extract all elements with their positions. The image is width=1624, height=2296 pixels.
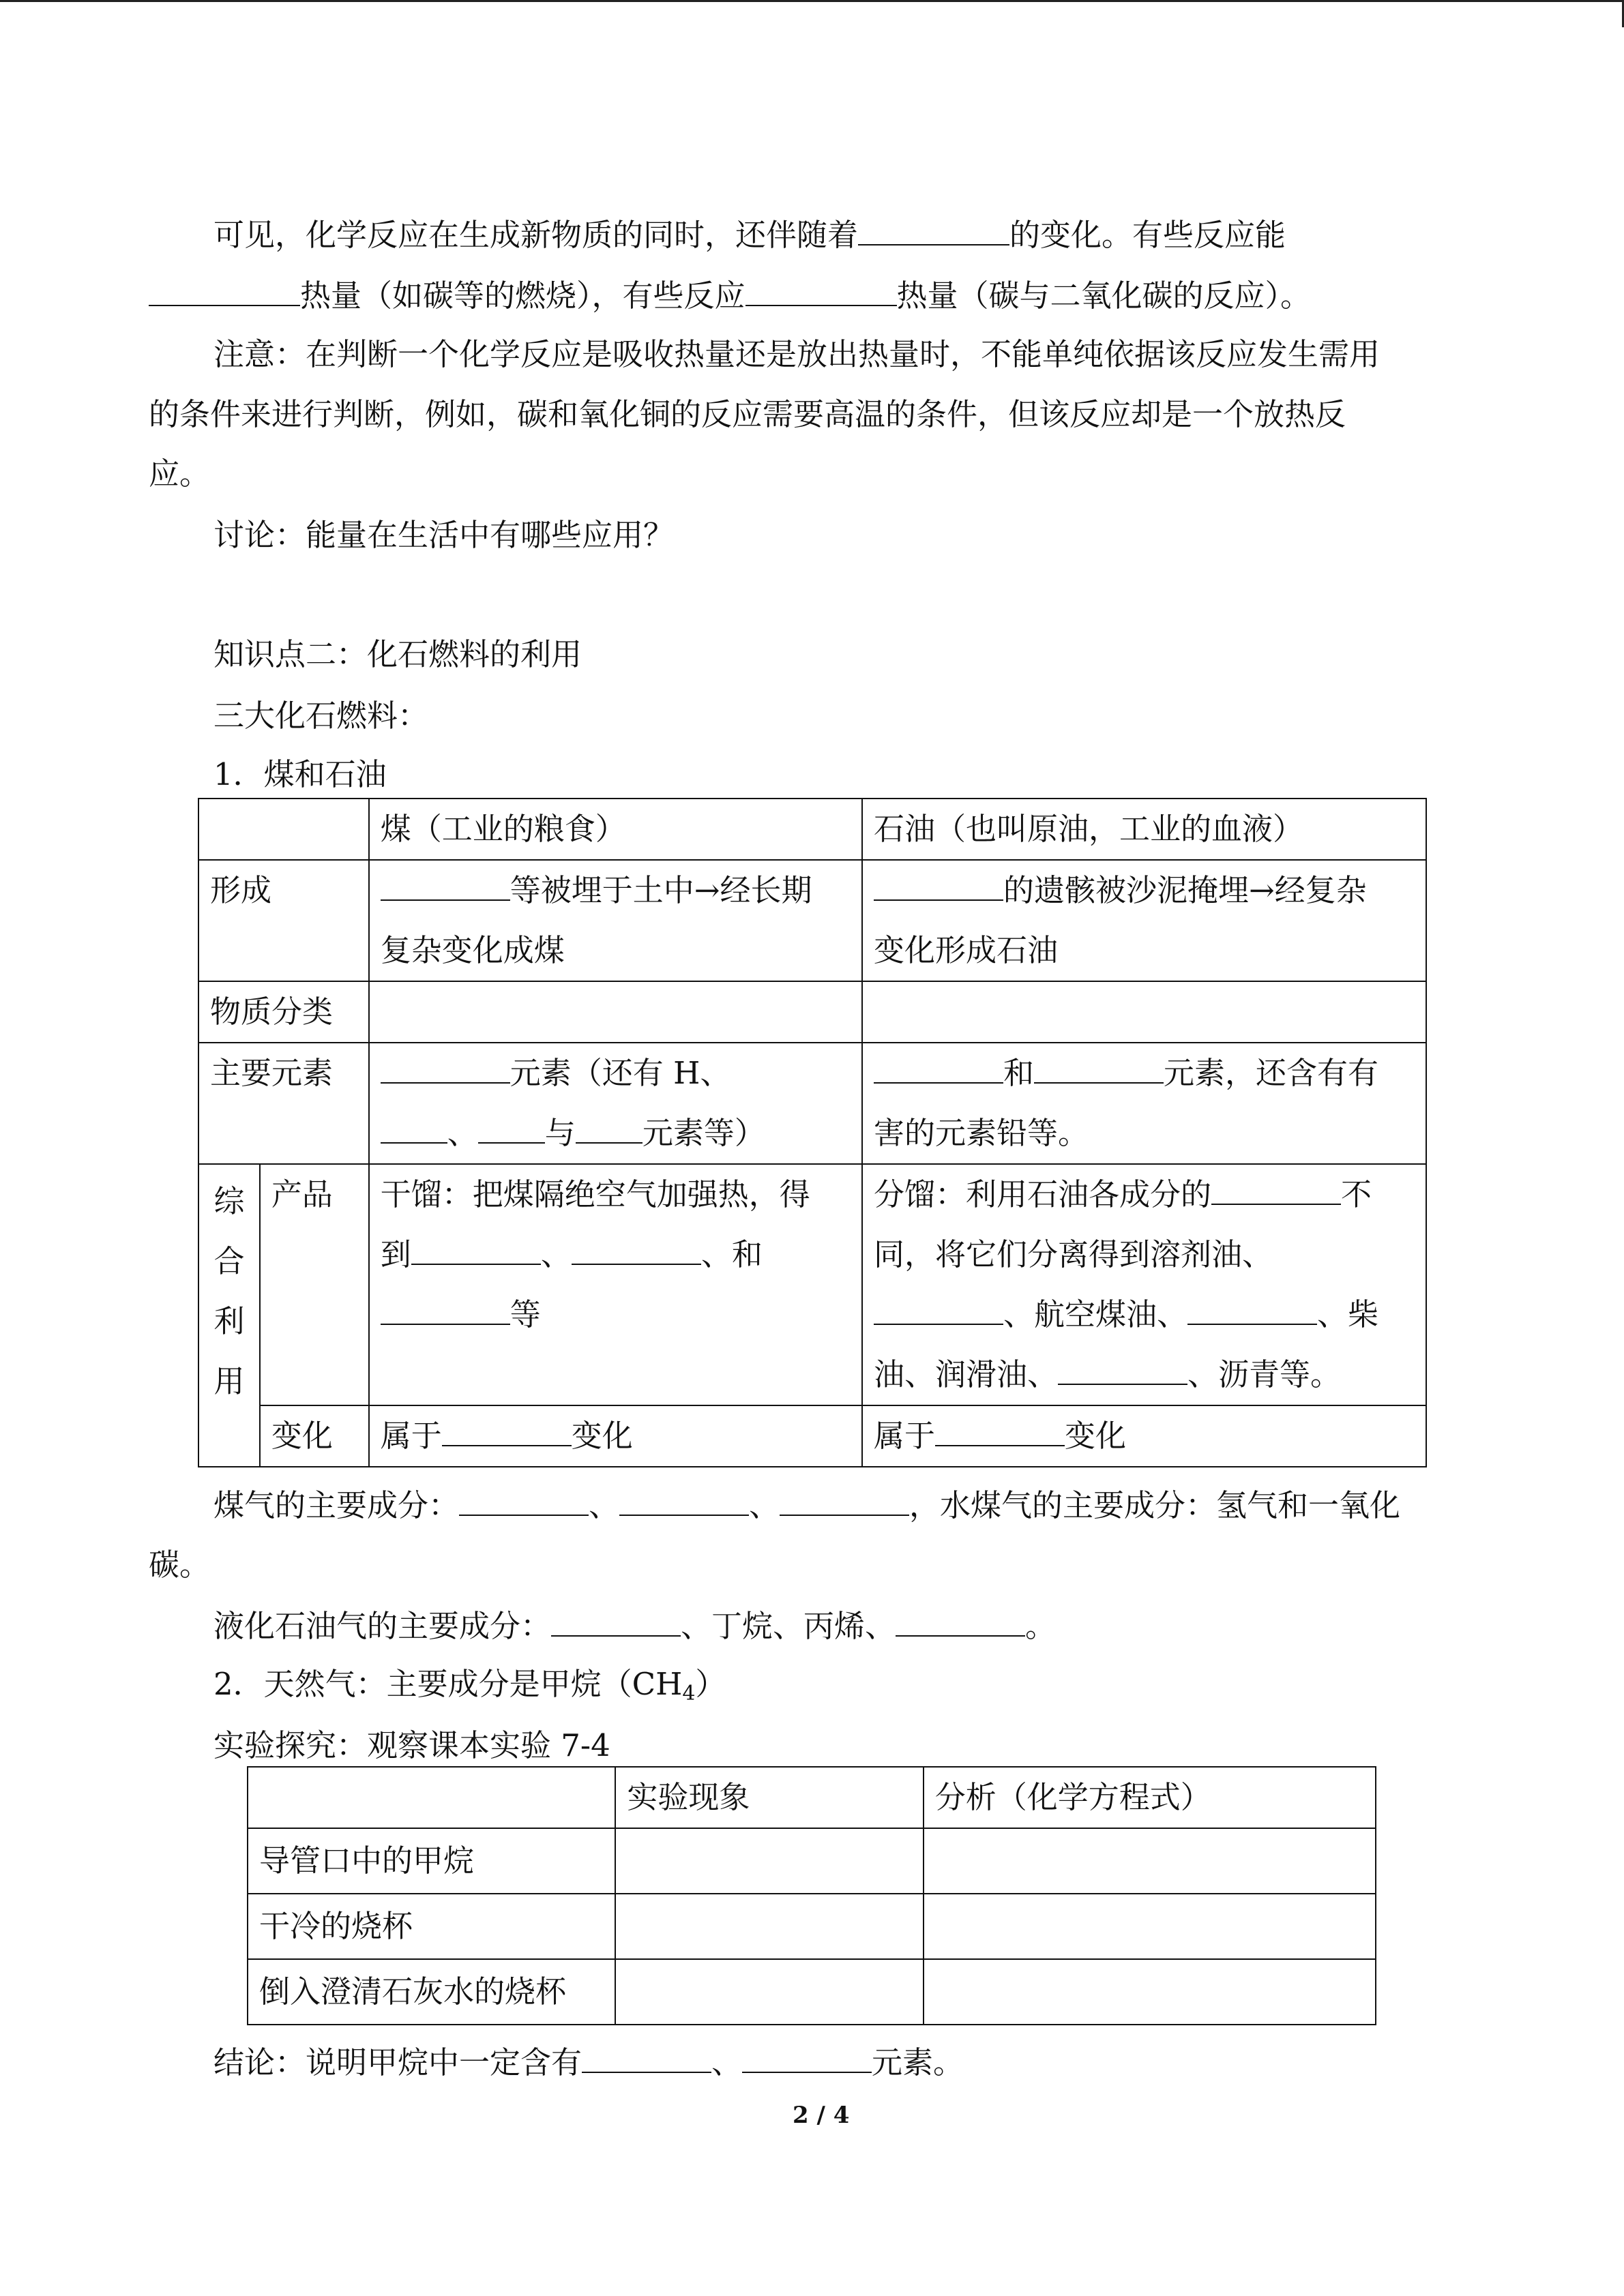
conclusion (213, 2042, 964, 2083)
fill-blank[interactable] (381, 1054, 510, 1084)
head-oil: 石油（也叫原油，工业的血液） (862, 799, 1426, 860)
table-header-empty (248, 1767, 615, 1828)
text: 、柴 (1316, 1296, 1378, 1332)
oil-change (862, 1405, 1426, 1467)
fill-blank[interactable] (576, 1114, 643, 1144)
text: 。 (1025, 1608, 1057, 1644)
text: 2．天然气：主要成分是甲烷（CH (213, 1666, 683, 1702)
fill-blank[interactable] (619, 1486, 749, 1516)
fill-blank[interactable] (874, 1295, 1003, 1325)
page-number: 2 / 4 (793, 2102, 850, 2129)
text: 元素等） (642, 1115, 765, 1151)
fill-blank[interactable] (742, 2043, 872, 2073)
text: 变化形成石油 (873, 932, 1058, 968)
text: 属于 (873, 1418, 935, 1454)
text: 同，将它们分离得到溶剂油、 (873, 1236, 1273, 1272)
phenomenon-cell[interactable] (615, 1828, 923, 1894)
fill-blank[interactable] (442, 1416, 572, 1446)
methane-experiment-table (247, 1766, 1376, 2025)
text: 、 (540, 1236, 572, 1272)
text: 复杂变化成煤 (380, 932, 565, 968)
coal-oil-table (198, 798, 1427, 1467)
fill-blank[interactable] (459, 1486, 589, 1516)
fill-blank[interactable] (745, 276, 897, 306)
table-header-analysis: 分析（化学方程式） (924, 1767, 1376, 1828)
lpg-line (213, 1606, 1056, 1647)
text: 液化石油气的主要成分： (213, 1608, 552, 1644)
text: 的遗骸被沙泥掩埋→经复杂 (1003, 872, 1367, 908)
table-header-phenomenon: 实验现象 (615, 1767, 923, 1828)
page-top-border (0, 0, 1624, 2)
text: 、和 (700, 1236, 763, 1272)
analysis-cell[interactable] (924, 1828, 1376, 1894)
analysis-cell[interactable] (924, 1959, 1376, 2025)
text: 利 (213, 1303, 245, 1339)
text: 、 (711, 2044, 743, 2081)
text: 、航空煤油、 (1003, 1296, 1187, 1332)
text: 、 (749, 1487, 780, 1523)
fill-blank[interactable] (896, 1607, 1025, 1637)
head-coal: 煤（工业的粮食） (369, 799, 862, 860)
coal-elements (369, 1043, 862, 1164)
coal-change (369, 1405, 862, 1467)
oil-elements (862, 1043, 1426, 1164)
fill-blank[interactable] (478, 1114, 545, 1144)
coal-gas-line1 (213, 1485, 1400, 1526)
coal-class-cell[interactable] (369, 981, 862, 1043)
text: 分馏：利用石油各成分的 (873, 1176, 1211, 1212)
fill-blank[interactable] (1187, 1295, 1317, 1325)
text: 的变化。有些反应能 (1009, 217, 1286, 253)
text: 害的元素铅等。 (873, 1115, 1089, 1151)
text: 可见，化学反应在生成新物质的同时，还伴随着 (213, 217, 859, 253)
coal-products (369, 1164, 862, 1405)
text: 用 (213, 1363, 245, 1399)
text: 、 (589, 1487, 620, 1523)
text: 油、润滑油、 (873, 1356, 1058, 1392)
fill-blank[interactable] (1034, 1054, 1164, 1084)
table-row (248, 1894, 1376, 1959)
text: 属于 (380, 1418, 442, 1454)
table-row (198, 799, 1426, 860)
text: 等 (510, 1296, 541, 1332)
subscript: 4 (682, 1682, 696, 1705)
element-label: 主要元素 (198, 1043, 369, 1164)
fill-blank[interactable] (582, 2043, 711, 2073)
text: 干馏：把煤隔绝空气加强热，得 (380, 1176, 810, 1212)
fill-blank[interactable] (1058, 1355, 1187, 1385)
fill-blank[interactable] (935, 1416, 1065, 1446)
text: 、丁烷、丙烯、 (681, 1608, 896, 1644)
fill-blank[interactable] (874, 871, 1003, 901)
fill-blank[interactable] (411, 1235, 541, 1265)
fill-blank[interactable] (149, 276, 300, 306)
table-row (248, 1828, 1376, 1894)
text: 合 (213, 1243, 245, 1279)
formation-label: 形成 (198, 860, 369, 981)
note-line2: 的条件来进行判断，例如，碳和氧化铜的反应需要高温的条件，但该反应却是一个放热反 (149, 396, 1346, 432)
table-row (198, 860, 1426, 981)
para1-line1 (213, 215, 1286, 256)
text: 和 (1003, 1055, 1034, 1091)
fill-blank[interactable] (780, 1486, 909, 1516)
table-row (248, 1767, 1376, 1828)
oil-formation (862, 860, 1426, 981)
text: 煤气的主要成分： (213, 1487, 460, 1523)
para1-line2 (149, 275, 1311, 316)
table-row (248, 1959, 1376, 2025)
text: 元素。 (872, 2044, 964, 2081)
discussion: 讨论：能量在生活中有哪些应用？ (213, 517, 675, 553)
text: 热量（碳与二氧化碳的反应）。 (896, 278, 1312, 314)
text: 元素（还有 H、 (510, 1055, 731, 1091)
product-label: 产品 (260, 1164, 369, 1405)
fill-blank[interactable] (572, 1235, 701, 1265)
coal-formation (369, 860, 862, 981)
text: 热量（如碳等的燃烧），有些反应 (300, 278, 745, 314)
text: ） (695, 1666, 726, 1702)
oil-products (862, 1164, 1426, 1405)
note-line3: 应。 (149, 456, 211, 492)
fill-blank[interactable] (551, 1607, 681, 1637)
text: 与 (544, 1115, 576, 1151)
text: ，水煤气的主要成分：氢气和一氧化 (909, 1487, 1401, 1523)
three-fuels-label: 三大化石燃料： (213, 698, 429, 734)
table-row (198, 1164, 1426, 1405)
oil-class-cell[interactable] (862, 981, 1426, 1043)
item2-natural-gas (213, 1664, 726, 1714)
table-row (198, 981, 1426, 1043)
comprehensive-use-label (198, 1164, 260, 1467)
row-label: 干冷的烧杯 (248, 1894, 615, 1959)
fill-blank[interactable] (381, 871, 510, 901)
text: 结论：说明甲烷中一定含有 (213, 2044, 582, 2081)
fill-blank[interactable] (858, 215, 1009, 245)
table-cell-empty (198, 799, 369, 860)
text: 不 (1340, 1176, 1372, 1212)
section2-title: 知识点二：化石燃料的利用 (213, 636, 582, 672)
text: 综 (213, 1183, 245, 1219)
fill-blank[interactable] (381, 1114, 447, 1144)
text: 到 (380, 1236, 411, 1272)
phenomenon-cell[interactable] (615, 1894, 923, 1959)
row-label: 导管口中的甲烷 (248, 1828, 615, 1894)
note-line1: 注意：在判断一个化学反应是吸收热量还是放出热量时，不能单纯依据该反应发生需用 (213, 336, 1381, 372)
text: 、 (447, 1115, 478, 1151)
text: 等被埋于土中→经长期 (510, 872, 812, 908)
coal-gas-line2: 碳。 (149, 1547, 211, 1583)
text: 元素，还含有有 (1163, 1055, 1378, 1091)
fill-blank[interactable] (874, 1054, 1003, 1084)
analysis-cell[interactable] (924, 1894, 1376, 1959)
text: 变化 (1064, 1418, 1126, 1454)
row-label: 倒入澄清石灰水的烧杯 (248, 1959, 615, 2025)
fill-blank[interactable] (1211, 1175, 1341, 1205)
table-row (198, 1405, 1426, 1467)
phenomenon-cell[interactable] (615, 1959, 923, 2025)
text: 、沥青等。 (1187, 1356, 1341, 1392)
text: 变化 (571, 1418, 633, 1454)
class-label: 物质分类 (198, 981, 369, 1043)
change-label: 变化 (260, 1405, 369, 1467)
fill-blank[interactable] (381, 1295, 510, 1325)
item1-title: 1．煤和石油 (213, 756, 387, 792)
table-row (198, 1043, 1426, 1164)
experiment-title: 实验探究：观察课本实验 7-4 (213, 1727, 610, 1763)
